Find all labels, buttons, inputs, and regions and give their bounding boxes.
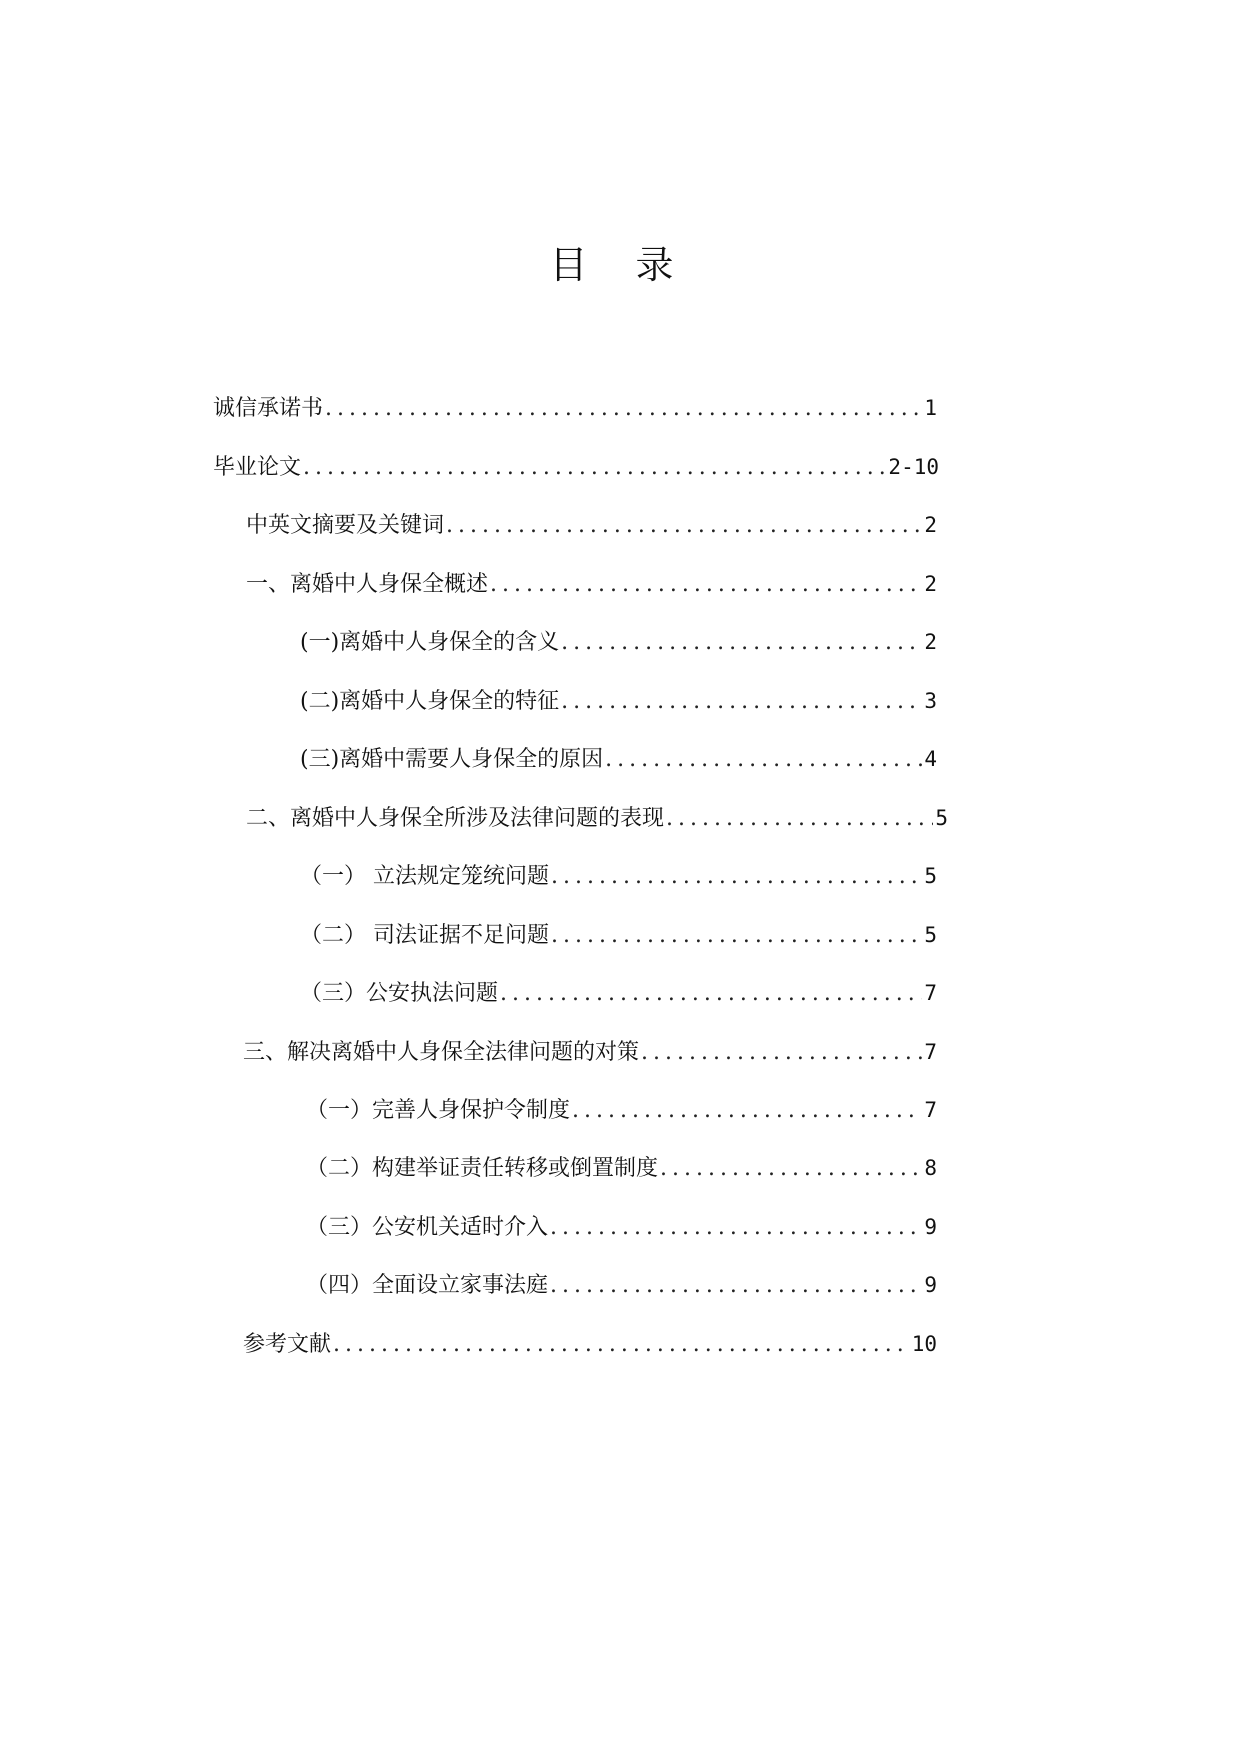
toc-entry-label: 一、离婚中人身保全概述 xyxy=(246,572,489,597)
toc-entry-label: (三)离婚中需要人身保全的原因 xyxy=(300,747,604,772)
toc-entry[interactable] xyxy=(300,624,937,660)
toc-entry[interactable] xyxy=(213,449,939,485)
toc-entry-label: (一)离婚中人身保全的含义 xyxy=(300,630,560,655)
toc-leader-dots xyxy=(490,567,922,603)
toc-leader-dots xyxy=(550,1210,922,1246)
toc-leader-dots xyxy=(551,918,922,954)
toc-entry-page: 5 xyxy=(924,923,937,947)
toc-entry-page: 8 xyxy=(924,1156,937,1180)
toc-leader-dots xyxy=(550,1268,922,1304)
toc-entry-label: 二、离婚中人身保全所涉及法律问题的表现 xyxy=(246,806,665,831)
toc-entry-page: 4 xyxy=(924,747,937,771)
toc-entry-page: 3 xyxy=(924,689,937,713)
toc-entry-label: 中英文摘要及关键词 xyxy=(246,513,445,538)
toc-leader-dots xyxy=(561,684,922,720)
toc-entry-page: 2-10 xyxy=(888,455,939,479)
toc-entry[interactable] xyxy=(246,507,937,543)
toc-entry[interactable] xyxy=(306,1150,937,1186)
toc-entry[interactable] xyxy=(306,1267,937,1303)
toc-entry-label: 三、解决离婚中人身保全法律问题的对策 xyxy=(243,1040,640,1065)
toc-entry-label: 毕业论文 xyxy=(213,455,302,480)
toc-leader-dots xyxy=(666,801,933,837)
toc-entry-label: 参考文献 xyxy=(243,1332,332,1357)
toc-entry-label: （二）构建举证责任转移或倒置制度 xyxy=(306,1156,659,1181)
toc-entry[interactable] xyxy=(213,390,937,426)
toc-entry[interactable] xyxy=(246,566,937,602)
toc-leader-dots xyxy=(446,508,922,544)
toc-entry[interactable] xyxy=(243,1034,937,1070)
toc-entry-page: 2 xyxy=(924,630,937,654)
toc-entry-label: （一） 立法规定笼统问题 xyxy=(300,864,549,889)
toc-entry[interactable] xyxy=(300,858,937,894)
toc-entry[interactable] xyxy=(300,975,937,1011)
toc-entry-label: (二)离婚中人身保全的特征 xyxy=(300,689,560,714)
toc-leader-dots xyxy=(333,1327,910,1363)
toc-leader-dots xyxy=(500,976,922,1012)
toc-leader-dots xyxy=(660,1151,922,1187)
toc-entry-page: 7 xyxy=(924,1040,937,1064)
toc-entry-label: （四）全面设立家事法庭 xyxy=(306,1273,549,1298)
toc-entry-page: 7 xyxy=(924,1098,937,1122)
toc-entry-page: 10 xyxy=(911,1332,937,1356)
toc-leader-dots xyxy=(551,859,922,895)
toc-entry[interactable] xyxy=(306,1092,937,1128)
toc-entry-page: 5 xyxy=(935,806,948,830)
toc-leader-dots xyxy=(605,742,922,778)
toc-leader-dots xyxy=(561,625,922,661)
toc-entry-page: 2 xyxy=(924,572,937,596)
toc-entry-label: （一）完善人身保护令制度 xyxy=(306,1098,571,1123)
toc-entry[interactable] xyxy=(300,917,937,953)
toc-entry-page: 5 xyxy=(924,864,937,888)
toc-entry-page: 2 xyxy=(924,513,937,537)
toc-entry[interactable] xyxy=(246,800,948,836)
toc-leader-dots xyxy=(303,450,886,486)
toc-entry-page: 9 xyxy=(924,1273,937,1297)
toc-entry-label: （二） 司法证据不足问题 xyxy=(300,923,549,948)
toc-entry-label: （三）公安执法问题 xyxy=(300,981,499,1006)
toc-leader-dots xyxy=(572,1093,922,1129)
toc-entry-label: 诚信承诺书 xyxy=(213,396,324,421)
toc-leader-dots xyxy=(325,391,922,427)
toc-entry-page: 9 xyxy=(924,1215,937,1239)
toc-entry[interactable] xyxy=(300,683,937,719)
toc-entry[interactable] xyxy=(243,1326,937,1362)
toc-entry-page: 1 xyxy=(924,396,937,420)
toc-entry[interactable] xyxy=(306,1209,937,1245)
toc-leader-dots xyxy=(641,1035,922,1071)
toc-entry-page: 7 xyxy=(924,981,937,1005)
toc-entry-label: （三）公安机关适时介入 xyxy=(306,1215,549,1240)
toc-entry[interactable] xyxy=(300,741,937,777)
page-title: 目 录 xyxy=(549,243,692,287)
